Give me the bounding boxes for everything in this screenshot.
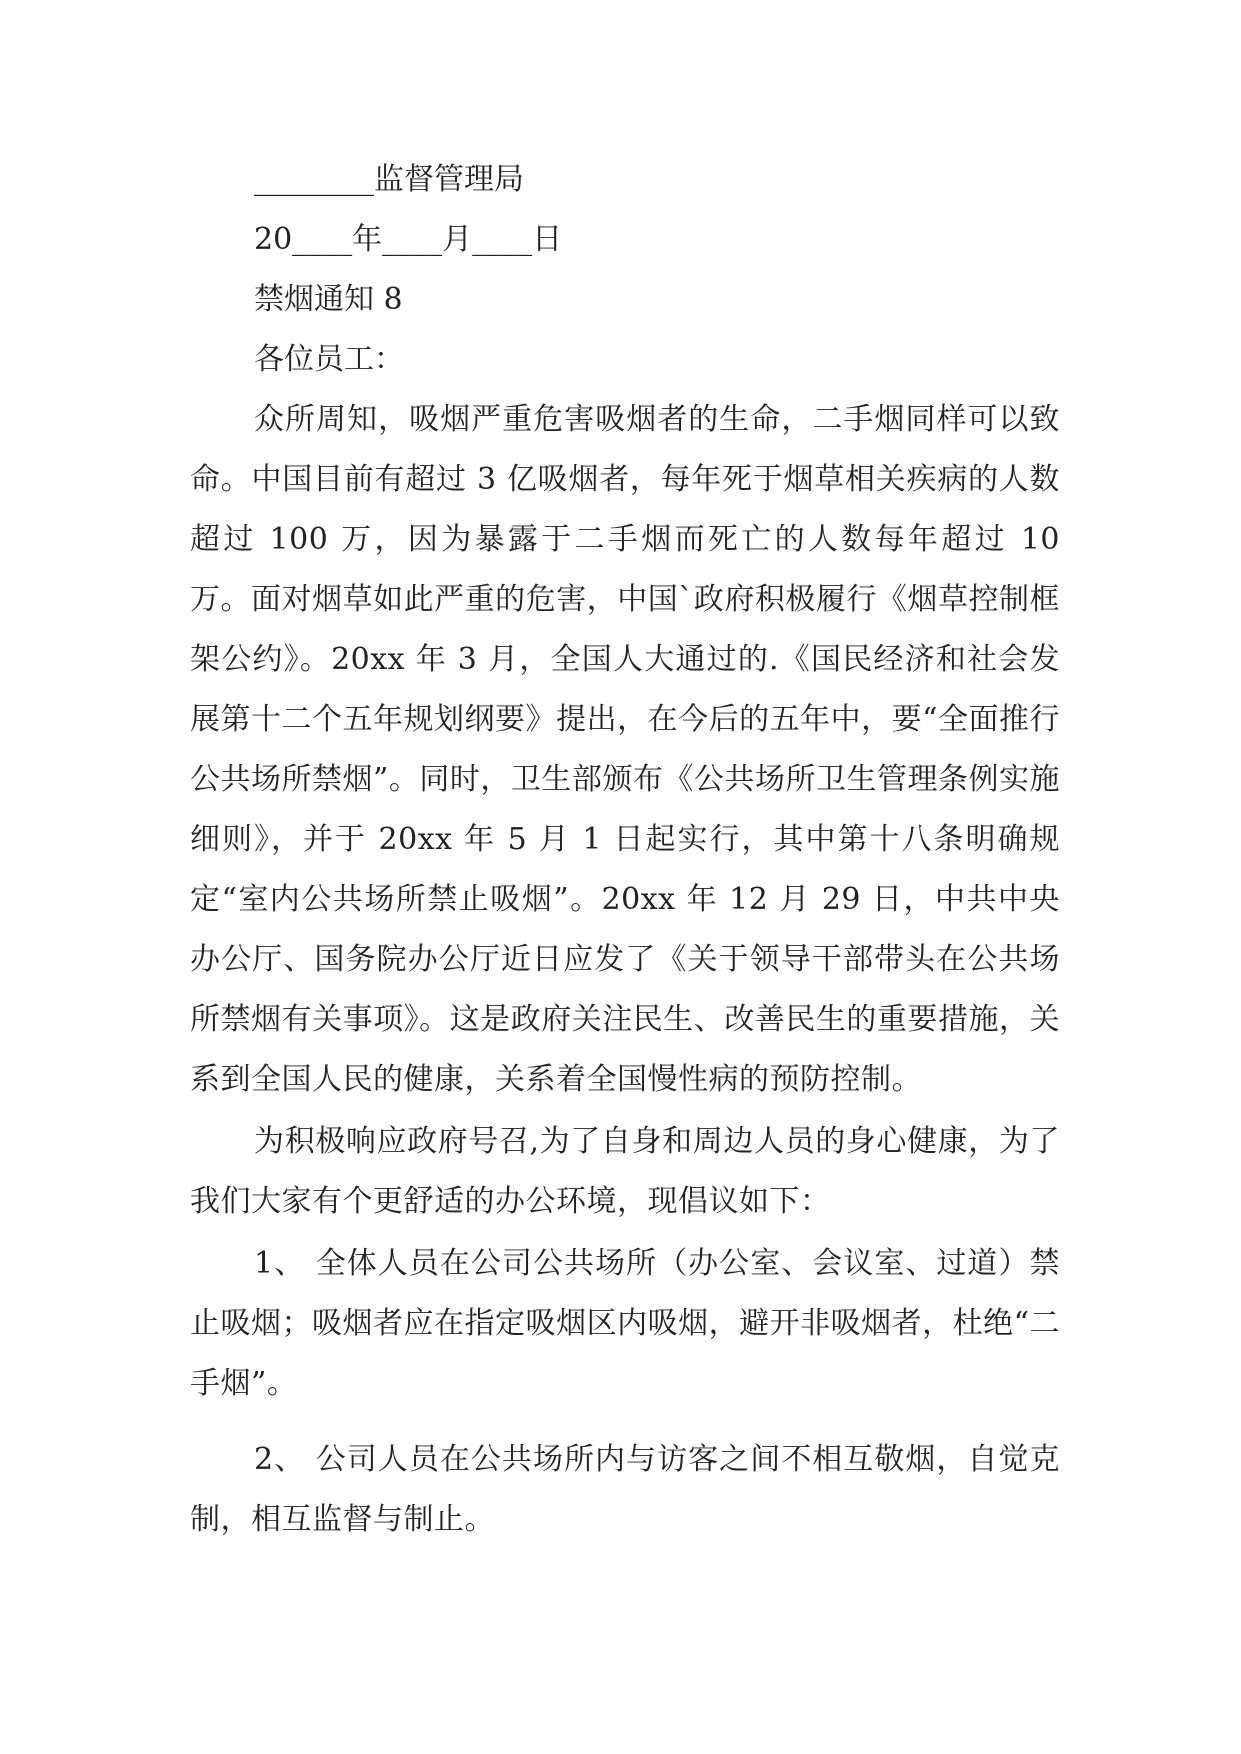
body-paragraph-2: 为积极响应政府号召,为了自身和周边人员的身心健康，为了我们大家有个更舒适的办公环境，现倡议如下：	[190, 1124, 1060, 1219]
proposal-item-1: 1、 全体人员在公司公共场所（办公室、会议室、过道）禁止吸烟；吸烟者应在指定吸烟区内吸烟，避开非吸烟者，杜绝“二手烟”。	[190, 1246, 1060, 1401]
body-paragraph-1: 众所周知，吸烟严重危害吸烟者的生命，二手烟同样可以致命。中国目前有超过 3 亿吸烟者，每年死于烟草相关疾病的人数超过 100 万，因为暴露于二手烟而死亡的人数每年超过 10 万。面对烟草如此严重的危害，中国`政府积极履行《烟草控制框架公约》。20xx 年 3 月，全国人大通过的.《国民经济和社会发展第十二个五年规划纲要》提出，在今后的五年中，要“全面推行公共场所禁烟”。同时，卫生部颁布《公共场所卫生管理条例实施细则》，并于 20xx 年 5 月 1 日起实行，其中第十八条明确规定“室内公共场所禁止吸烟”。20xx 年 12 月 29 日，中共中央办公厅、国务院办公厅近日应发了《关于领导干部带头在公共场所禁烟有关事项》。这是政府关注民生、改善民生的重要措施，关系到全国人民的健康，关系着全国慢性病的预防控制。	[190, 402, 1060, 1097]
salutation: 各位员工：	[254, 342, 404, 377]
agency-line: ________监督管理局	[254, 162, 524, 197]
document-body	[190, 150, 1060, 1550]
date-line: 20____年____月____日	[254, 222, 563, 257]
proposal-item-2: 2、 公司人员在公共场所内与访客之间不相互敬烟，自觉克制，相互监督与制止。	[190, 1442, 1060, 1537]
notice-title: 禁烟通知 8	[254, 282, 403, 317]
